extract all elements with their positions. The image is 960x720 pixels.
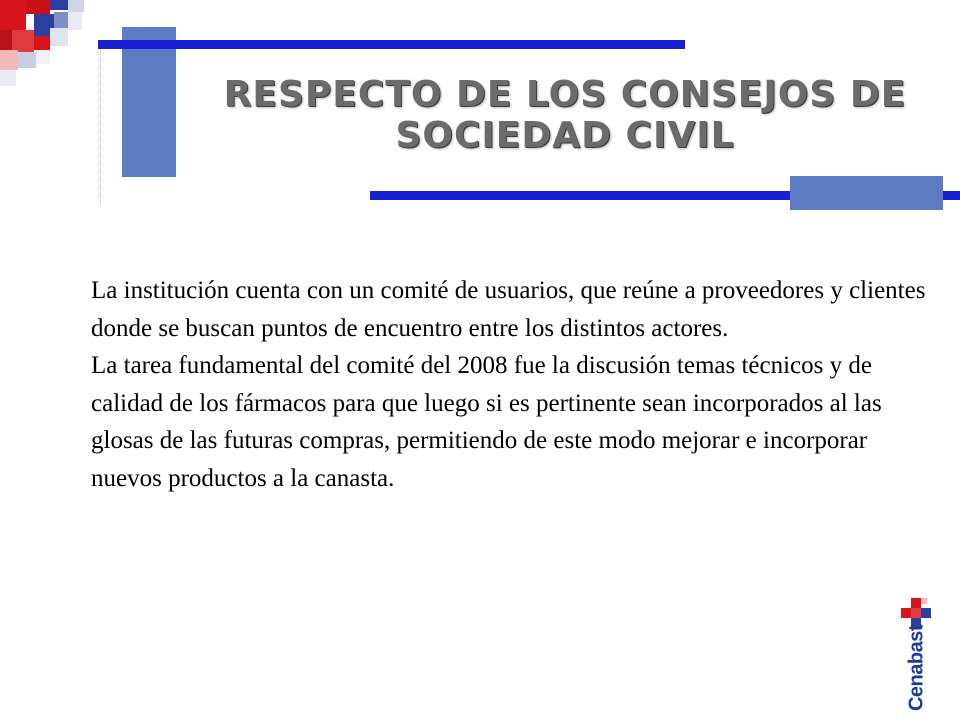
cenabast-cross-icon <box>901 598 931 628</box>
frame-vertical-bar <box>122 27 176 177</box>
body-paragraph-1: La institución cuenta con un comité de usuarios, que reúne a proveedores y clientes donde se buscan puntos de encuentro entre los distintos actores. <box>91 277 926 342</box>
slide-body <box>91 272 941 497</box>
body-paragraph-2: La tarea fundamental del comité del 2008 fue la discusión temas técnicos y de calidad de los fármacos para que luego si es pertinente sean incorporados al las glosas de las futuras compras, permitiendo de este modo mejorar e incorporar nuevos productos a la canasta. <box>91 352 882 492</box>
slide-title-line1: RESPECTO DE LOS CONSEJOS DE <box>223 74 907 115</box>
cenabast-wordmark: Cenabast <box>905 624 928 712</box>
frame-top-bar <box>98 40 685 49</box>
slide-title <box>200 74 930 156</box>
dotted-guide-line <box>100 45 101 205</box>
corner-mosaic-decoration <box>0 0 90 90</box>
frame-bottom-block <box>790 176 943 210</box>
cenabast-logo <box>895 598 940 712</box>
slide-title-line2: SOCIEDAD CIVIL <box>395 115 735 156</box>
